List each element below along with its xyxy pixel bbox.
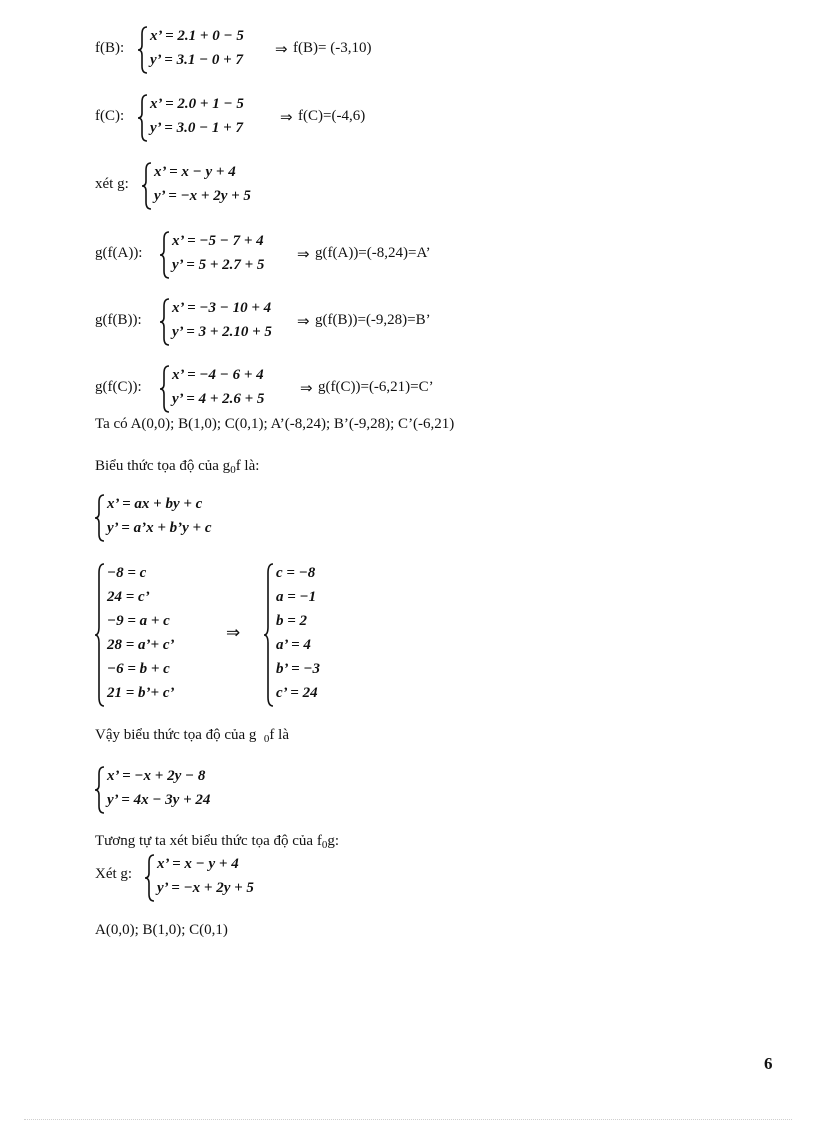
equation: c = −8: [276, 565, 316, 581]
fB-result: f(B)= (-3,10): [293, 40, 372, 56]
text: f là: [269, 727, 289, 743]
points-line: Ta có A(0,0); B(1,0); C(0,1); A’(-8,24); B’(-9,28); C’(-6,21): [95, 416, 455, 432]
gfB-label: g(f(B)):: [95, 312, 142, 328]
brace-icon: [138, 26, 148, 74]
equation: −9 = a + c: [107, 613, 170, 629]
equation: a’ = 4: [276, 637, 311, 653]
implies-icon: ⇒: [297, 245, 310, 263]
gfA-system: [160, 229, 265, 277]
abc-line: A(0,0); B(1,0); C(0,1): [95, 922, 228, 938]
text: Tương tự ta xét biểu thức tọa độ của f: [95, 833, 322, 849]
equation: x’ = −x + 2y − 8: [107, 768, 206, 784]
equation: x’ = x − y + 4: [154, 164, 236, 180]
right-system: [264, 561, 321, 705]
equation: 24 = c’: [107, 589, 150, 605]
brace-icon: [145, 854, 155, 902]
gfB-result: g(f(B))=(-9,28)=B’: [315, 312, 431, 328]
equation: y’ = 3.0 − 1 + 7: [150, 120, 243, 136]
equation: x’ = −4 − 6 + 4: [172, 367, 264, 383]
expr-title: [95, 458, 259, 476]
equation: y’ = 5 + 2.7 + 5: [172, 257, 265, 273]
text: f là:: [235, 458, 260, 474]
equation: 21 = b’+ c’: [107, 685, 175, 701]
implies-icon: ⇒: [275, 40, 288, 58]
equation: −8 = c: [107, 565, 147, 581]
equation: x’ = 2.1 + 0 − 5: [150, 28, 244, 44]
equation: b = 2: [276, 613, 308, 629]
equation: y’ = 3 + 2.10 + 5: [172, 324, 272, 340]
equation: y’ = 3.1 − 0 + 7: [150, 52, 243, 68]
text: Vậy biểu thức tọa độ của g: [95, 727, 257, 743]
brace-icon: [138, 94, 148, 142]
xet-g-system: [145, 852, 254, 900]
gfC-label: g(f(C)):: [95, 379, 142, 395]
equation: x’ = −3 − 10 + 4: [172, 300, 272, 316]
equation: x’ = x − y + 4: [157, 856, 239, 872]
g-label: xét g:: [95, 176, 129, 192]
equation: y’ = 4x − 3y + 24: [107, 792, 211, 808]
gfC-result: g(f(C))=(-6,21)=C’: [318, 379, 434, 395]
fC-result: f(C)=(-4,6): [298, 108, 366, 124]
equation: −6 = b + c: [107, 661, 170, 677]
conclusion: [95, 727, 289, 745]
final-system: [95, 764, 211, 812]
general-system: [95, 492, 212, 540]
brace-icon: [264, 563, 274, 707]
subscript: 0: [263, 733, 270, 745]
equation: x’ = −5 − 7 + 4: [172, 233, 264, 249]
brace-icon: [160, 298, 170, 346]
fB-label: f(B):: [95, 40, 125, 56]
brace-icon: [160, 365, 170, 413]
brace-icon: [95, 494, 105, 542]
equation: y’ = 4 + 2.6 + 5: [172, 391, 265, 407]
equation: y’ = −x + 2y + 5: [157, 880, 254, 896]
gfA-result: g(f(A))=(-8,24)=A’: [315, 245, 431, 261]
brace-icon: [160, 231, 170, 279]
implies-icon: ⇒: [300, 379, 313, 397]
similar-line: [95, 833, 339, 851]
text: g:: [327, 833, 340, 849]
equation: b’ = −3: [276, 661, 321, 677]
equation: c’ = 24: [276, 685, 318, 701]
implies-icon: ⇒: [226, 623, 241, 643]
xet-g-label: Xét g:: [95, 866, 133, 882]
equation: x’ = ax + by + c: [107, 496, 203, 512]
implies-icon: ⇒: [280, 108, 293, 126]
equation: a = −1: [276, 589, 317, 605]
text: Biểu thức tọa độ của g: [95, 458, 231, 474]
equation: 28 = a’+ c’: [107, 637, 175, 653]
subscript: 0: [230, 464, 236, 476]
gfB-system: [160, 296, 272, 344]
page-number: 6: [764, 1054, 773, 1073]
brace-icon: [95, 766, 105, 814]
implies-icon: ⇒: [297, 312, 310, 330]
g-system: [142, 160, 251, 208]
equation: y’ = a’x + b’y + c: [107, 520, 212, 536]
footer-divider: [24, 1119, 792, 1120]
equation: x’ = 2.0 + 1 − 5: [150, 96, 244, 112]
fC-system: [138, 92, 244, 140]
brace-icon: [95, 563, 105, 707]
fB-system: [138, 24, 244, 72]
equation: y’ = −x + 2y + 5: [154, 188, 251, 204]
gfA-label: g(f(A)):: [95, 245, 143, 261]
gfC-system: [160, 363, 265, 411]
brace-icon: [142, 162, 152, 210]
fC-label: f(C):: [95, 108, 125, 124]
subscript: 0: [321, 839, 328, 851]
left-system: [95, 561, 175, 705]
